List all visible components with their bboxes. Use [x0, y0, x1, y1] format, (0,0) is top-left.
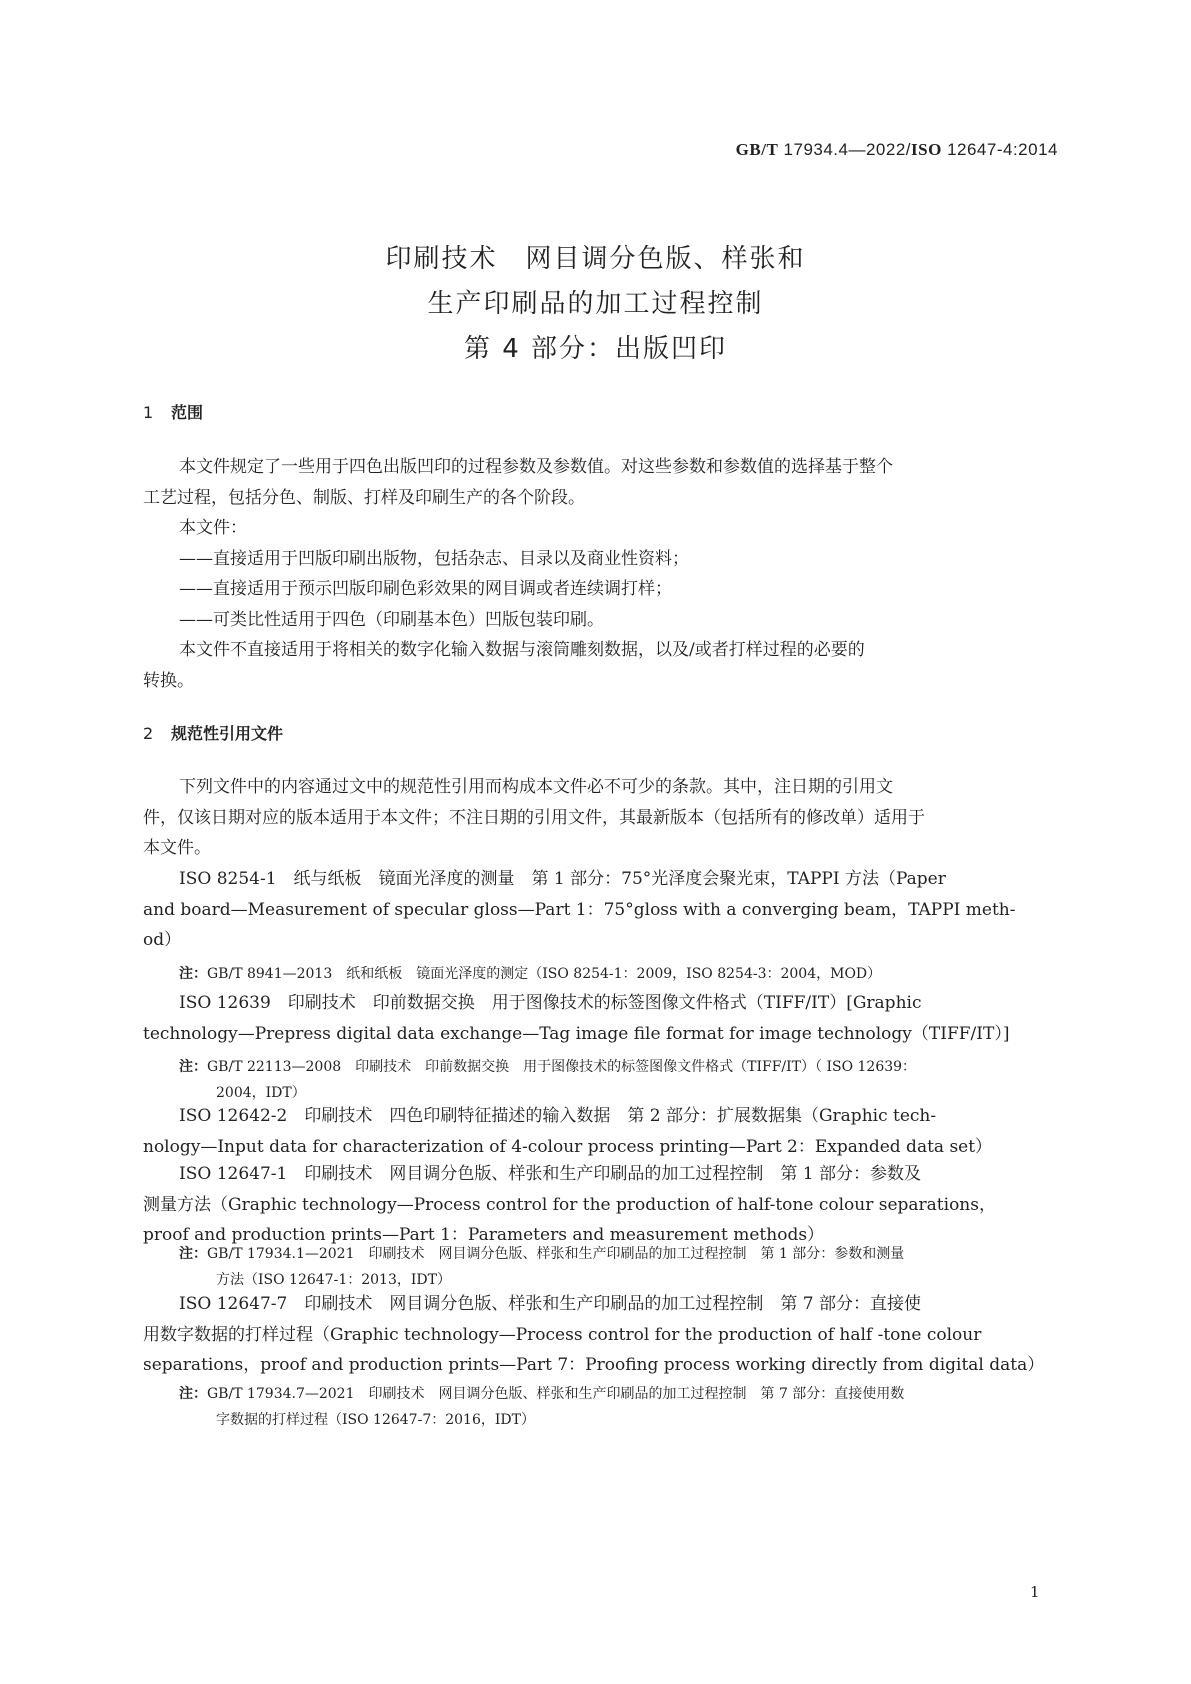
text-line: od） — [143, 930, 182, 950]
std-prefix: GB/T — [735, 140, 779, 159]
text-line: 件，仅该日期对应的版本适用于本文件；不注日期的引用文件，其最新版本（包括所有的修改单）适用于 — [143, 807, 925, 828]
note-text: GB/T 22113—2008 印刷技术 印前数据交换 用于图像技术的标签图像文件格式（TIFF/IT）（ ISO 12639： — [207, 1059, 917, 1075]
reference-note — [179, 1054, 1056, 1106]
section-number: 2 — [143, 724, 154, 743]
note-text: GB/T 8941—2013 纸和纸板 镜面光泽度的测定（ISO 8254-1：2009，ISO 8254-3：2004，MOD） — [207, 966, 882, 982]
title-line-2: 生产印刷品的加工过程控制 — [427, 289, 764, 319]
text-line: 转换。 — [143, 670, 194, 691]
std-number: 17934.4—2022/ — [783, 140, 912, 159]
note-label: 注： — [179, 1386, 207, 1402]
text-line: ISO 12639 印刷技术 印前数据交换 用于图像技术的标签图像文件格式（TIFF/IT）[Graphic — [179, 993, 922, 1013]
text-line: proof and production prints—Part 1：Parameters and measurement methods） — [143, 1225, 825, 1245]
text-line: ISO 12642-2 印刷技术 四色印刷特征描述的输入数据 第 2 部分：扩展数据集（Graphic tech- — [179, 1106, 937, 1126]
text-line: separations，proof and production prints—Part 7：Proofing process working directly from digital data） — [143, 1355, 1045, 1375]
section-1-heading — [143, 400, 203, 423]
standard-code — [736, 140, 1058, 160]
text-line: 本文件规定了一些用于四色出版凹印的过程参数及参数值。对这些参数和参数值的选择基于整个 — [179, 457, 893, 477]
text-line: 本文件： — [179, 518, 247, 538]
note-label: 注： — [179, 1246, 207, 1262]
text-line: ISO 8254-1 纸与纸板 镜面光泽度的测量 第 1 部分：75°光泽度会聚光束，TAPPI 方法（Paper — [179, 869, 946, 889]
text-line: 工艺过程，包括分色、制版、打样及印刷生产的各个阶段。 — [143, 487, 585, 508]
text-line: 测量方法（Graphic technology—Process control for the production of half-tone colour separations， — [143, 1194, 996, 1215]
reference-iso-8254-1 — [143, 864, 1056, 956]
section-number: 1 — [143, 403, 154, 422]
note-text: 方法（ISO 12647-1：2013，IDT） — [216, 1272, 451, 1288]
reference-note — [179, 1241, 1056, 1293]
reference-note — [179, 961, 1056, 987]
text-line: ISO 12647-1 印刷技术 网目调分色版、样张和生产印刷品的加工过程控制 第 1 部分：参数及 — [179, 1164, 921, 1184]
note-label: 注： — [179, 1059, 207, 1075]
text-line: technology—Prepress digital data exchange—Tag image file format for image technology（TIFF/IT）] — [143, 1023, 1010, 1044]
text-line: 本文件不直接适用于将相关的数字化输入数据与滚筒雕刻数据，以及/或者打样过程的必要的 — [179, 640, 865, 660]
note-label: 注： — [179, 966, 207, 982]
reference-note — [179, 1381, 1056, 1433]
section-title: 范围 — [171, 403, 204, 422]
section-title: 规范性引用文件 — [171, 724, 284, 743]
page-number: 1 — [1030, 1583, 1040, 1601]
text-line: nology—Input data for characterization of 4-colour process printing—Part 2：Expanded data set） — [143, 1136, 993, 1157]
note-text: 字数据的打样过程（ISO 12647-7：2016，IDT） — [216, 1412, 535, 1428]
section-1-body — [143, 452, 1056, 696]
text-line: ISO 12647-7 印刷技术 网目调分色版、样张和生产印刷品的加工过程控制 第 7 部分：直接使 — [179, 1294, 921, 1314]
document-title — [0, 237, 1191, 372]
title-line-3: 第 4 部分：出版凹印 — [463, 334, 728, 364]
note-text: GB/T 17934.7—2021 印刷技术 网目调分色版、样张和生产印刷品的加工过程控制 第 7 部分：直接使用数 — [207, 1386, 905, 1402]
reference-iso-12647-1 — [143, 1159, 1056, 1251]
iso-number: 12647-4:2014 — [947, 140, 1058, 159]
text-line: 下列文件中的内容通过文中的规范性引用而构成本文件必不可少的条款。其中，注日期的引用文 — [179, 777, 893, 797]
section-2-heading — [143, 721, 283, 744]
note-text: 2004，IDT） — [216, 1085, 306, 1101]
text-line: and board—Measurement of specular gloss—Part 1：75°gloss with a converging beam，TAPPI meth- — [143, 899, 1016, 920]
list-item: ——可类比性适用于四色（印刷基本色）凹版包装印刷。 — [179, 609, 604, 630]
list-item: ——直接适用于预示凹版印刷色彩效果的网目调或者连续调打样； — [179, 579, 672, 599]
text-line: 用数字数据的打样过程（Graphic technology—Process control for the production of half -tone colour — [143, 1324, 982, 1345]
reference-iso-12647-7 — [143, 1289, 1056, 1381]
iso-prefix: ISO — [911, 140, 942, 159]
reference-iso-12639 — [143, 988, 1056, 1049]
reference-iso-12642-2 — [143, 1101, 1056, 1162]
list-item: ——直接适用于凹版印刷出版物，包括杂志、目录以及商业性资料； — [179, 548, 689, 569]
note-text: GB/T 17934.1—2021 印刷技术 网目调分色版、样张和生产印刷品的加工过程控制 第 1 部分：参数和测量 — [207, 1246, 905, 1262]
section-2-intro — [143, 772, 1056, 864]
title-line-1: 印刷技术 网目调分色版、样张和 — [385, 244, 806, 274]
text-line: 本文件。 — [143, 838, 211, 858]
